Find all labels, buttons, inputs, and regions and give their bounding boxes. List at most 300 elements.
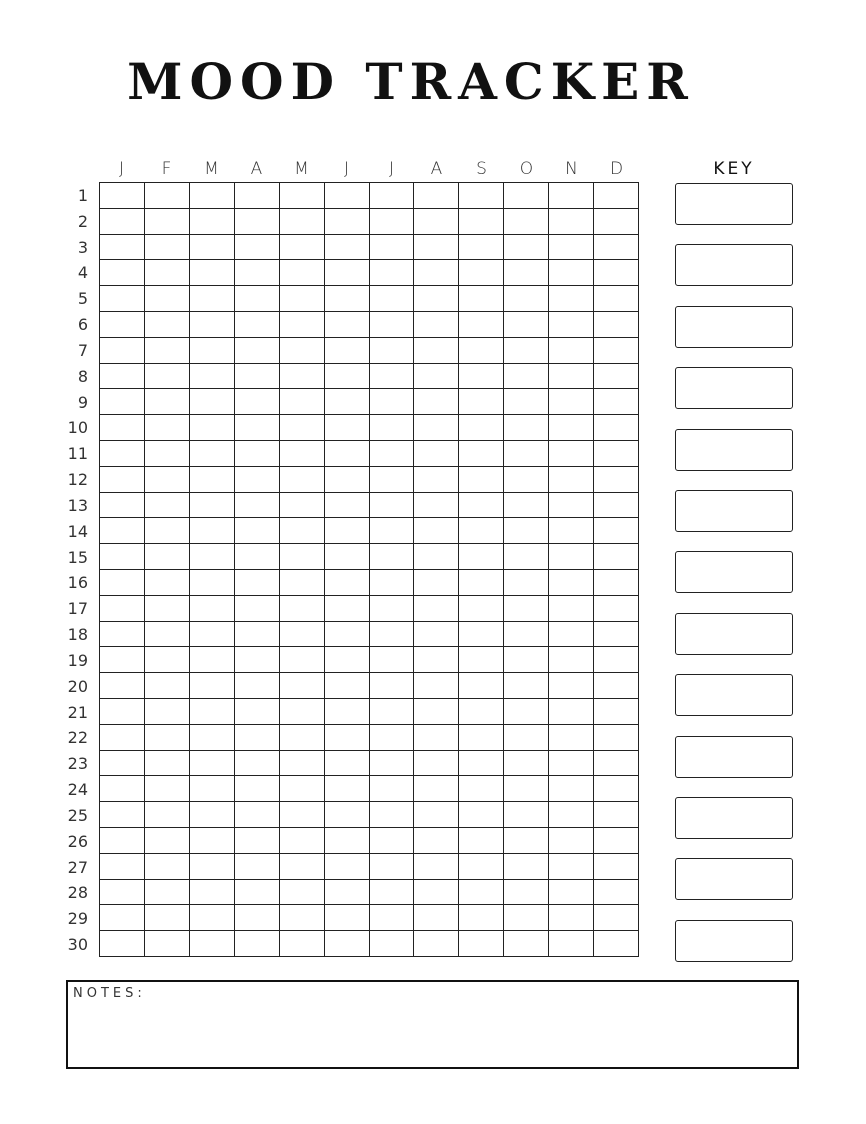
mood-cell[interactable] xyxy=(145,415,190,441)
mood-cell[interactable] xyxy=(594,802,639,828)
mood-cell[interactable] xyxy=(190,570,235,596)
mood-cell[interactable] xyxy=(325,854,370,880)
mood-cell[interactable] xyxy=(190,699,235,725)
mood-cell[interactable] xyxy=(594,570,639,596)
mood-cell[interactable] xyxy=(504,209,549,235)
mood-cell[interactable] xyxy=(459,699,504,725)
mood-cell[interactable] xyxy=(594,493,639,519)
mood-cell[interactable] xyxy=(145,518,190,544)
mood-cell[interactable] xyxy=(235,518,280,544)
mood-cell[interactable] xyxy=(459,905,504,931)
mood-cell[interactable] xyxy=(370,828,415,854)
mood-cell[interactable] xyxy=(280,622,325,648)
mood-cell[interactable] xyxy=(100,338,145,364)
mood-cell[interactable] xyxy=(594,725,639,751)
mood-cell[interactable] xyxy=(145,544,190,570)
mood-cell[interactable] xyxy=(190,802,235,828)
mood-cell[interactable] xyxy=(145,493,190,519)
mood-cell[interactable] xyxy=(370,441,415,467)
key-box[interactable] xyxy=(675,674,793,716)
mood-cell[interactable] xyxy=(235,828,280,854)
mood-cell[interactable] xyxy=(190,751,235,777)
mood-cell[interactable] xyxy=(504,312,549,338)
mood-cell[interactable] xyxy=(594,673,639,699)
mood-cell[interactable] xyxy=(549,286,594,312)
mood-cell[interactable] xyxy=(504,364,549,390)
mood-cell[interactable] xyxy=(235,183,280,209)
mood-cell[interactable] xyxy=(235,364,280,390)
mood-cell[interactable] xyxy=(504,493,549,519)
mood-cell[interactable] xyxy=(459,854,504,880)
mood-cell[interactable] xyxy=(100,441,145,467)
mood-cell[interactable] xyxy=(100,209,145,235)
mood-cell[interactable] xyxy=(459,647,504,673)
mood-cell[interactable] xyxy=(414,905,459,931)
mood-cell[interactable] xyxy=(414,673,459,699)
mood-cell[interactable] xyxy=(594,183,639,209)
mood-cell[interactable] xyxy=(100,931,145,957)
mood-cell[interactable] xyxy=(100,622,145,648)
mood-cell[interactable] xyxy=(549,415,594,441)
mood-cell[interactable] xyxy=(325,518,370,544)
mood-cell[interactable] xyxy=(145,647,190,673)
mood-cell[interactable] xyxy=(325,544,370,570)
mood-cell[interactable] xyxy=(100,235,145,261)
mood-cell[interactable] xyxy=(549,544,594,570)
mood-cell[interactable] xyxy=(459,312,504,338)
mood-cell[interactable] xyxy=(549,622,594,648)
mood-cell[interactable] xyxy=(370,389,415,415)
key-box[interactable] xyxy=(675,367,793,409)
mood-cell[interactable] xyxy=(504,751,549,777)
mood-cell[interactable] xyxy=(504,647,549,673)
mood-cell[interactable] xyxy=(145,183,190,209)
mood-cell[interactable] xyxy=(145,235,190,261)
mood-cell[interactable] xyxy=(325,183,370,209)
mood-cell[interactable] xyxy=(594,828,639,854)
key-box[interactable] xyxy=(675,429,793,471)
mood-cell[interactable] xyxy=(459,725,504,751)
mood-cell[interactable] xyxy=(504,931,549,957)
mood-cell[interactable] xyxy=(414,647,459,673)
mood-cell[interactable] xyxy=(414,415,459,441)
mood-cell[interactable] xyxy=(459,544,504,570)
mood-cell[interactable] xyxy=(280,570,325,596)
mood-cell[interactable] xyxy=(235,880,280,906)
mood-cell[interactable] xyxy=(504,673,549,699)
key-box[interactable] xyxy=(675,244,793,286)
mood-cell[interactable] xyxy=(549,493,594,519)
mood-cell[interactable] xyxy=(325,802,370,828)
mood-cell[interactable] xyxy=(190,209,235,235)
mood-cell[interactable] xyxy=(459,286,504,312)
mood-cell[interactable] xyxy=(504,260,549,286)
mood-cell[interactable] xyxy=(100,389,145,415)
mood-cell[interactable] xyxy=(145,389,190,415)
mood-cell[interactable] xyxy=(549,699,594,725)
mood-cell[interactable] xyxy=(325,209,370,235)
mood-cell[interactable] xyxy=(235,931,280,957)
mood-cell[interactable] xyxy=(549,518,594,544)
mood-cell[interactable] xyxy=(370,260,415,286)
mood-cell[interactable] xyxy=(459,622,504,648)
mood-cell[interactable] xyxy=(190,673,235,699)
mood-cell[interactable] xyxy=(459,209,504,235)
mood-cell[interactable] xyxy=(145,312,190,338)
mood-cell[interactable] xyxy=(594,415,639,441)
mood-cell[interactable] xyxy=(235,286,280,312)
mood-cell[interactable] xyxy=(414,312,459,338)
mood-cell[interactable] xyxy=(100,544,145,570)
mood-cell[interactable] xyxy=(370,209,415,235)
mood-cell[interactable] xyxy=(100,312,145,338)
mood-cell[interactable] xyxy=(190,467,235,493)
mood-cell[interactable] xyxy=(594,467,639,493)
mood-cell[interactable] xyxy=(145,441,190,467)
mood-cell[interactable] xyxy=(280,647,325,673)
mood-cell[interactable] xyxy=(549,776,594,802)
mood-cell[interactable] xyxy=(145,854,190,880)
mood-cell[interactable] xyxy=(100,570,145,596)
mood-cell[interactable] xyxy=(414,389,459,415)
mood-cell[interactable] xyxy=(594,776,639,802)
mood-cell[interactable] xyxy=(235,415,280,441)
mood-cell[interactable] xyxy=(280,699,325,725)
mood-cell[interactable] xyxy=(190,854,235,880)
mood-cell[interactable] xyxy=(370,905,415,931)
mood-cell[interactable] xyxy=(145,699,190,725)
mood-cell[interactable] xyxy=(459,931,504,957)
mood-cell[interactable] xyxy=(325,389,370,415)
key-box[interactable] xyxy=(675,920,793,962)
notes-box[interactable] xyxy=(66,980,799,1069)
mood-cell[interactable] xyxy=(100,776,145,802)
key-box[interactable] xyxy=(675,490,793,532)
mood-cell[interactable] xyxy=(190,931,235,957)
mood-cell[interactable] xyxy=(414,854,459,880)
mood-cell[interactable] xyxy=(190,544,235,570)
mood-cell[interactable] xyxy=(280,389,325,415)
mood-cell[interactable] xyxy=(370,751,415,777)
mood-cell[interactable] xyxy=(235,905,280,931)
mood-cell[interactable] xyxy=(549,260,594,286)
mood-cell[interactable] xyxy=(145,209,190,235)
mood-cell[interactable] xyxy=(504,699,549,725)
mood-cell[interactable] xyxy=(594,931,639,957)
mood-cell[interactable] xyxy=(459,338,504,364)
mood-cell[interactable] xyxy=(459,828,504,854)
mood-cell[interactable] xyxy=(370,235,415,261)
mood-cell[interactable] xyxy=(504,802,549,828)
mood-cell[interactable] xyxy=(100,596,145,622)
mood-cell[interactable] xyxy=(370,364,415,390)
mood-cell[interactable] xyxy=(235,312,280,338)
mood-cell[interactable] xyxy=(325,725,370,751)
mood-cell[interactable] xyxy=(145,931,190,957)
mood-cell[interactable] xyxy=(100,415,145,441)
mood-cell[interactable] xyxy=(370,518,415,544)
mood-cell[interactable] xyxy=(459,415,504,441)
mood-cell[interactable] xyxy=(549,905,594,931)
mood-cell[interactable] xyxy=(414,338,459,364)
mood-cell[interactable] xyxy=(145,725,190,751)
mood-cell[interactable] xyxy=(504,880,549,906)
mood-cell[interactable] xyxy=(280,931,325,957)
mood-cell[interactable] xyxy=(504,544,549,570)
mood-cell[interactable] xyxy=(280,725,325,751)
mood-cell[interactable] xyxy=(549,751,594,777)
mood-cell[interactable] xyxy=(145,596,190,622)
mood-cell[interactable] xyxy=(594,209,639,235)
mood-cell[interactable] xyxy=(325,260,370,286)
mood-cell[interactable] xyxy=(100,260,145,286)
mood-cell[interactable] xyxy=(190,312,235,338)
mood-cell[interactable] xyxy=(100,725,145,751)
mood-cell[interactable] xyxy=(504,725,549,751)
mood-cell[interactable] xyxy=(370,570,415,596)
mood-cell[interactable] xyxy=(414,235,459,261)
mood-cell[interactable] xyxy=(414,467,459,493)
mood-cell[interactable] xyxy=(190,725,235,751)
mood-cell[interactable] xyxy=(145,286,190,312)
mood-cell[interactable] xyxy=(504,415,549,441)
mood-cell[interactable] xyxy=(145,570,190,596)
mood-cell[interactable] xyxy=(145,673,190,699)
mood-cell[interactable] xyxy=(459,235,504,261)
mood-cell[interactable] xyxy=(549,880,594,906)
mood-cell[interactable] xyxy=(370,467,415,493)
mood-cell[interactable] xyxy=(280,235,325,261)
mood-cell[interactable] xyxy=(325,415,370,441)
mood-cell[interactable] xyxy=(549,828,594,854)
mood-cell[interactable] xyxy=(594,544,639,570)
mood-cell[interactable] xyxy=(280,338,325,364)
mood-cell[interactable] xyxy=(145,776,190,802)
mood-cell[interactable] xyxy=(190,260,235,286)
mood-cell[interactable] xyxy=(504,467,549,493)
mood-cell[interactable] xyxy=(325,699,370,725)
mood-cell[interactable] xyxy=(414,931,459,957)
mood-cell[interactable] xyxy=(190,389,235,415)
mood-cell[interactable] xyxy=(549,596,594,622)
mood-cell[interactable] xyxy=(549,441,594,467)
mood-cell[interactable] xyxy=(414,880,459,906)
mood-cell[interactable] xyxy=(414,828,459,854)
mood-cell[interactable] xyxy=(145,880,190,906)
mood-cell[interactable] xyxy=(504,854,549,880)
mood-cell[interactable] xyxy=(280,286,325,312)
mood-cell[interactable] xyxy=(370,493,415,519)
mood-cell[interactable] xyxy=(414,570,459,596)
mood-cell[interactable] xyxy=(414,802,459,828)
mood-cell[interactable] xyxy=(325,441,370,467)
mood-cell[interactable] xyxy=(325,286,370,312)
mood-cell[interactable] xyxy=(235,441,280,467)
mood-cell[interactable] xyxy=(235,260,280,286)
mood-cell[interactable] xyxy=(145,905,190,931)
mood-cell[interactable] xyxy=(190,880,235,906)
key-box[interactable] xyxy=(675,613,793,655)
mood-cell[interactable] xyxy=(504,596,549,622)
mood-cell[interactable] xyxy=(459,389,504,415)
mood-cell[interactable] xyxy=(235,802,280,828)
mood-cell[interactable] xyxy=(280,673,325,699)
mood-cell[interactable] xyxy=(145,622,190,648)
mood-cell[interactable] xyxy=(280,776,325,802)
mood-cell[interactable] xyxy=(504,338,549,364)
mood-cell[interactable] xyxy=(190,441,235,467)
mood-cell[interactable] xyxy=(370,415,415,441)
mood-cell[interactable] xyxy=(145,260,190,286)
mood-cell[interactable] xyxy=(100,493,145,519)
mood-cell[interactable] xyxy=(235,209,280,235)
mood-cell[interactable] xyxy=(549,183,594,209)
mood-cell[interactable] xyxy=(280,183,325,209)
mood-cell[interactable] xyxy=(280,441,325,467)
mood-cell[interactable] xyxy=(414,441,459,467)
mood-cell[interactable] xyxy=(235,467,280,493)
mood-cell[interactable] xyxy=(594,518,639,544)
mood-cell[interactable] xyxy=(325,880,370,906)
mood-cell[interactable] xyxy=(325,493,370,519)
mood-cell[interactable] xyxy=(325,931,370,957)
mood-cell[interactable] xyxy=(100,828,145,854)
mood-cell[interactable] xyxy=(190,364,235,390)
mood-cell[interactable] xyxy=(459,493,504,519)
mood-cell[interactable] xyxy=(280,364,325,390)
mood-cell[interactable] xyxy=(549,312,594,338)
mood-cell[interactable] xyxy=(235,570,280,596)
mood-cell[interactable] xyxy=(549,389,594,415)
mood-cell[interactable] xyxy=(504,905,549,931)
mood-cell[interactable] xyxy=(549,802,594,828)
mood-cell[interactable] xyxy=(370,931,415,957)
mood-cell[interactable] xyxy=(280,880,325,906)
mood-cell[interactable] xyxy=(459,751,504,777)
mood-cell[interactable] xyxy=(190,518,235,544)
mood-cell[interactable] xyxy=(235,596,280,622)
mood-cell[interactable] xyxy=(414,776,459,802)
key-box[interactable] xyxy=(675,797,793,839)
mood-cell[interactable] xyxy=(190,905,235,931)
mood-cell[interactable] xyxy=(370,312,415,338)
key-box[interactable] xyxy=(675,306,793,348)
mood-cell[interactable] xyxy=(190,235,235,261)
mood-cell[interactable] xyxy=(280,518,325,544)
mood-cell[interactable] xyxy=(594,286,639,312)
mood-cell[interactable] xyxy=(280,209,325,235)
mood-cell[interactable] xyxy=(325,622,370,648)
mood-cell[interactable] xyxy=(594,338,639,364)
mood-cell[interactable] xyxy=(190,596,235,622)
mood-cell[interactable] xyxy=(325,596,370,622)
mood-cell[interactable] xyxy=(325,751,370,777)
key-box[interactable] xyxy=(675,551,793,593)
mood-cell[interactable] xyxy=(100,673,145,699)
mood-cell[interactable] xyxy=(504,622,549,648)
mood-cell[interactable] xyxy=(594,647,639,673)
mood-cell[interactable] xyxy=(459,183,504,209)
mood-cell[interactable] xyxy=(235,854,280,880)
mood-cell[interactable] xyxy=(504,235,549,261)
mood-cell[interactable] xyxy=(594,364,639,390)
mood-cell[interactable] xyxy=(235,699,280,725)
mood-cell[interactable] xyxy=(594,596,639,622)
mood-cell[interactable] xyxy=(145,467,190,493)
mood-cell[interactable] xyxy=(594,854,639,880)
mood-cell[interactable] xyxy=(594,905,639,931)
mood-cell[interactable] xyxy=(414,699,459,725)
mood-cell[interactable] xyxy=(100,467,145,493)
mood-cell[interactable] xyxy=(145,828,190,854)
mood-cell[interactable] xyxy=(370,880,415,906)
mood-cell[interactable] xyxy=(370,183,415,209)
mood-cell[interactable] xyxy=(459,776,504,802)
mood-cell[interactable] xyxy=(594,880,639,906)
mood-cell[interactable] xyxy=(549,235,594,261)
mood-cell[interactable] xyxy=(459,518,504,544)
mood-cell[interactable] xyxy=(549,364,594,390)
mood-cell[interactable] xyxy=(280,415,325,441)
mood-cell[interactable] xyxy=(549,854,594,880)
mood-cell[interactable] xyxy=(459,570,504,596)
mood-cell[interactable] xyxy=(235,673,280,699)
mood-cell[interactable] xyxy=(414,260,459,286)
mood-cell[interactable] xyxy=(235,776,280,802)
mood-cell[interactable] xyxy=(325,235,370,261)
mood-cell[interactable] xyxy=(370,854,415,880)
mood-cell[interactable] xyxy=(190,776,235,802)
mood-cell[interactable] xyxy=(370,802,415,828)
mood-cell[interactable] xyxy=(325,338,370,364)
mood-cell[interactable] xyxy=(235,235,280,261)
mood-cell[interactable] xyxy=(594,235,639,261)
mood-cell[interactable] xyxy=(594,389,639,415)
mood-cell[interactable] xyxy=(145,338,190,364)
mood-cell[interactable] xyxy=(280,802,325,828)
mood-cell[interactable] xyxy=(594,622,639,648)
mood-cell[interactable] xyxy=(370,699,415,725)
mood-cell[interactable] xyxy=(549,209,594,235)
mood-cell[interactable] xyxy=(504,441,549,467)
mood-cell[interactable] xyxy=(414,596,459,622)
mood-cell[interactable] xyxy=(504,570,549,596)
mood-cell[interactable] xyxy=(594,699,639,725)
mood-cell[interactable] xyxy=(280,828,325,854)
mood-cell[interactable] xyxy=(280,493,325,519)
mood-cell[interactable] xyxy=(190,647,235,673)
mood-cell[interactable] xyxy=(190,828,235,854)
mood-cell[interactable] xyxy=(459,802,504,828)
mood-cell[interactable] xyxy=(414,364,459,390)
key-box[interactable] xyxy=(675,858,793,900)
mood-cell[interactable] xyxy=(459,673,504,699)
mood-cell[interactable] xyxy=(414,751,459,777)
mood-cell[interactable] xyxy=(325,364,370,390)
mood-cell[interactable] xyxy=(325,312,370,338)
mood-cell[interactable] xyxy=(549,467,594,493)
mood-cell[interactable] xyxy=(190,493,235,519)
mood-cell[interactable] xyxy=(594,312,639,338)
mood-cell[interactable] xyxy=(235,389,280,415)
mood-cell[interactable] xyxy=(100,880,145,906)
mood-cell[interactable] xyxy=(325,776,370,802)
mood-cell[interactable] xyxy=(504,183,549,209)
mood-cell[interactable] xyxy=(549,931,594,957)
mood-cell[interactable] xyxy=(280,751,325,777)
mood-cell[interactable] xyxy=(190,415,235,441)
mood-cell[interactable] xyxy=(459,364,504,390)
